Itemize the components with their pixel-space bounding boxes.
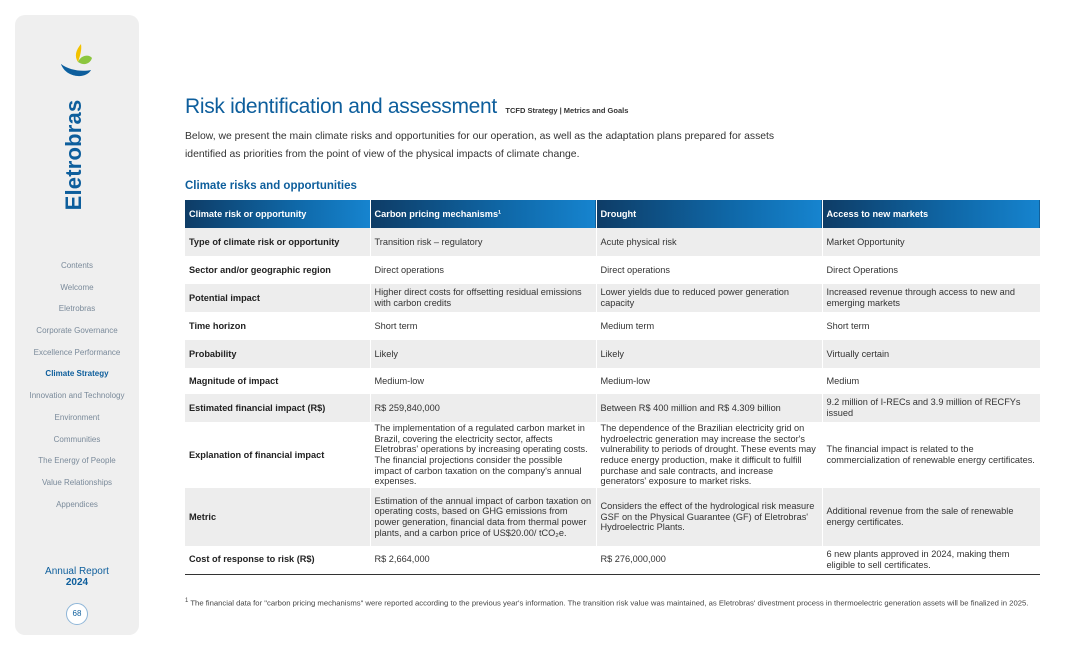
row-label: Estimated financial impact (R$) (185, 394, 370, 422)
table-cell: R$ 259,840,000 (370, 394, 596, 422)
nav-energy-of-people[interactable]: The Energy of People (38, 456, 116, 466)
row-label: Time horizon (185, 312, 370, 340)
table-cell: Considers the effect of the hydrological risk measure GSF on the Physical Guarantee (GF) of Eletrobras' Hydroelectric Plants. (596, 488, 822, 546)
footnote-marker: 1 (185, 598, 189, 604)
sidebar-nav (15, 255, 139, 515)
table-cell: Medium (822, 368, 1040, 394)
nav-climate-strategy[interactable]: Climate Strategy (45, 369, 109, 379)
table-cell: The dependence of the Brazilian electricity grid on hydroelectric generation may increase the sector's vulnerability to periods of drought. These events may reduce energy production, make it difficult to fulfill purchase and sale contracts, and increase generators' exposure to market risks. (596, 422, 822, 488)
annual-report-text: Annual Report (45, 566, 109, 577)
nav-innovation-technology[interactable]: Innovation and Technology (29, 391, 125, 401)
annual-report-label (15, 566, 139, 588)
row-label: Type of climate risk or opportunity (185, 228, 370, 256)
table-header-row (185, 200, 1040, 228)
column-header: Drought (596, 200, 822, 228)
table-cell: Medium term (596, 312, 822, 340)
table-row (185, 394, 1040, 422)
row-label: Magnitude of impact (185, 368, 370, 394)
table-row (185, 546, 1040, 574)
section-title: Climate risks and opportunities (185, 180, 357, 192)
row-label: Probability (185, 340, 370, 368)
table-cell: Direct Operations (822, 256, 1040, 284)
nav-eletrobras[interactable]: Eletrobras (58, 304, 96, 314)
table-cell: Short term (822, 312, 1040, 340)
table-cell: 6 new plants approved in 2024, making them eligible to sell certificates. (822, 546, 1040, 574)
table-cell: Increased revenue through access to new and emerging markets (822, 284, 1040, 312)
table-cell: Market Opportunity (822, 228, 1040, 256)
page-title-row (185, 95, 628, 119)
row-label: Metric (185, 488, 370, 546)
table-cell: Additional revenue from the sale of renewable energy certificates. (822, 488, 1040, 546)
table-cell: The implementation of a regulated carbon market in Brazil, covering the electricity sector, affects Eletrobras' operations by increasing operating costs. The financial projections consider the possible impact of carbon taxation on the company's annual expenses. (370, 422, 596, 488)
table-cell: R$ 276,000,000 (596, 546, 822, 574)
row-label: Explanation of financial impact (185, 422, 370, 488)
table-cell: Likely (370, 340, 596, 368)
table-row (185, 256, 1040, 284)
table-row (185, 422, 1040, 488)
page-subtitle: TCFD Strategy | Metrics and Goals (505, 106, 629, 115)
footnote (185, 596, 1040, 609)
intro-paragraph: Below, we present the main climate risks and opportunities for our operation, as well as the adaptation plans prepared for assets identified as priorities from the point of view of the physical impacts of climate change. (185, 131, 775, 160)
annual-report-year: 2024 (65, 577, 89, 588)
brand-wordmark: Eletrobras (61, 99, 86, 211)
row-label: Sector and/or geographic region (185, 256, 370, 284)
column-header: Access to new markets (822, 200, 1040, 228)
row-label: Potential impact (185, 284, 370, 312)
column-header: Carbon pricing mechanisms¹ (370, 200, 596, 228)
table-cell: Direct operations (596, 256, 822, 284)
nav-value-relationships[interactable]: Value Relationships (41, 477, 113, 487)
eletrobras-logo-icon (59, 42, 95, 82)
table-cell: Estimation of the annual impact of carbon taxation on operating costs, based on GHG emissions from power generation, financial data from thermal power plants, and a carbon price of US$20.00/ tCO₂e. (370, 488, 596, 546)
table-cell: Lower yields due to reduced power generation capacity (596, 284, 822, 312)
nav-appendices[interactable]: Appendices (56, 499, 98, 509)
table-cell: Between R$ 400 million and R$ 4.309 billion (596, 394, 822, 422)
sidebar (15, 15, 139, 635)
climate-risk-table (185, 200, 1040, 575)
nav-contents[interactable]: Contents (60, 261, 94, 270)
table-row (185, 340, 1040, 368)
footnote-text: The financial data for "carbon pricing mechanisms" were reported according to the previous year's information. The transition risk value was maintained, as Eletrobras' divestment process in thermoelectric generation assets will be finalized in 2025. (190, 598, 1029, 608)
table-cell: Likely (596, 340, 822, 368)
table-row (185, 488, 1040, 546)
table-cell: Short term (370, 312, 596, 340)
table-cell: R$ 2,664,000 (370, 546, 596, 574)
column-header: Climate risk or opportunity (185, 200, 370, 228)
nav-welcome[interactable]: Welcome (60, 282, 94, 292)
table-row (185, 368, 1040, 394)
row-label: Cost of response to risk (R$) (185, 546, 370, 574)
table-row (185, 284, 1040, 312)
page-title: Risk identification and assessment (185, 95, 497, 118)
page-number: 68 (66, 603, 88, 625)
table-cell: 9.2 million of I-RECs and 3.9 million of RECFYs issued (822, 394, 1040, 422)
table-cell: Direct operations (370, 256, 596, 284)
table-cell: Medium-low (596, 368, 822, 394)
nav-corporate-governance[interactable]: Corporate Governance (36, 326, 118, 336)
table-cell: Higher direct costs for offsetting residual emissions with carbon credits (370, 284, 596, 312)
table-cell: Medium-low (370, 368, 596, 394)
nav-communities[interactable]: Communities (53, 434, 101, 444)
table-cell: Acute physical risk (596, 228, 822, 256)
table-cell: The financial impact is related to the commercialization of renewable energy certificates. (822, 422, 1040, 488)
table-cell: Transition risk – regulatory (370, 228, 596, 256)
nav-environment[interactable]: Environment (54, 412, 100, 422)
nav-excellence-performance[interactable]: Excellence Performance (33, 347, 121, 357)
table-cell: Virtually certain (822, 340, 1040, 368)
table-row (185, 312, 1040, 340)
table-row (185, 228, 1040, 256)
